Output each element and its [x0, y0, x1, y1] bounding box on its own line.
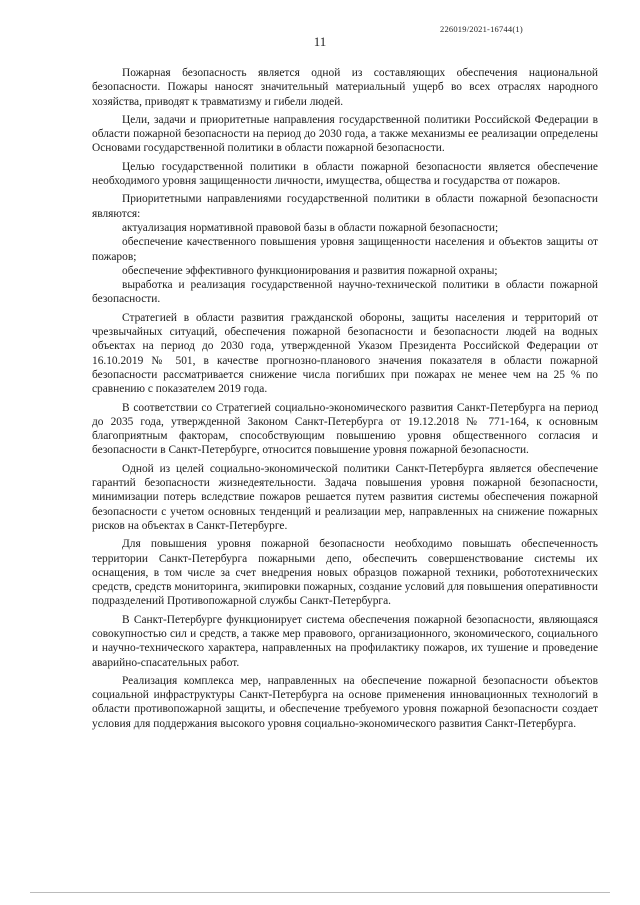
paragraph-state-policy-goals: Цели, задачи и приоритетные направления государственной политики Российской Федерации в области пожарной безопасности на период до 2030 года, а также механизмы ее реализации определены Основами государственной политики в области пожарной безопасности.	[92, 113, 598, 155]
paragraph-social-infrastructure: Реализация комплекса мер, направленных на обеспечение пожарной безопасности объектов социальной инфраструктуры Санкт-Петербурга на основе применения инновационных технологий в области противопожарной защиты, и обеспечение требуемого уровня пожарной безопасности создает условия для поддержания высокого уровня социально-экономического развития Санкт-Петербурга.	[92, 674, 598, 730]
page-number: 11	[313, 34, 327, 49]
list-item-regulatory-update: актуализация нормативной правовой базы в области пожарной безопасности;	[122, 221, 499, 234]
page-bottom-edge	[30, 892, 610, 893]
paragraph-fire-safety-intro: Пожарная безопасность является одной из составляющих обеспечения национальной безопасности. Пожары наносят значительный материальный ущерб во всех отраслях народного хозяйства, приводят к травматизму и гибели людей.	[92, 67, 598, 108]
document-id: 226019/2021-16744(1)	[440, 24, 523, 34]
list-item-protection-level: обеспечение качественного повышения уровня защищенности населения и объектов защиты от пожаров;	[92, 236, 598, 263]
paragraph-fire-safety-system: В Санкт-Петербурге функционирует система обеспечения пожарной безопасности, являющаяся совокупностью сил и средств, а также мер правового, организационного, экономического, социального и научно-технического характера, направленных на профилактику пожаров, их тушение и проведение аварийно-спасательных работ.	[92, 613, 598, 669]
paragraph-fire-depots: Для повышения уровня пожарной безопасности необходимо повышать обеспеченность территории Санкт-Петербурга пожарными депо, обеспечить совершенствование системы их оснащения, в том числе за счет внедрения новых образцов пожарной техники, робототехнических средств, средств мониторинга, экипировки пожарных, создание условий для повышения оперативности подразделений Противопожарной службы Санкт-Петербурга.	[92, 538, 598, 608]
document-body	[92, 66, 598, 735]
paragraph-socioeconomic-strategy: В соответствии со Стратегией социально-экономического развития Санкт-Петербурга на период до 2035 года, утвержденной Законом Санкт-Петербурга от 19.12.2018 № 771-164, к основным благоприятным факторам, способствующим повышению уровня общественного согласия и безопасности в Санкт-Петербурге, относится повышение уровня пожарной безопасности.	[92, 401, 598, 457]
paragraph-policy-aim: Целью государственной политики в области пожарной безопасности является обеспечение необходимого уровня защищенности личности, имущества, общества и государства от пожаров.	[92, 160, 598, 188]
paragraph-civil-defense-strategy: Стратегией в области развития гражданской обороны, защиты населения и территорий от чрезвычайных ситуаций, обеспечения пожарной безопасности и безопасности людей на водных объектах на период до 2030 года, утвержденной Указом Президента Российской Федерации от 16.10.2019 № 501, в качестве прогнозно-планового значения показателя в области пожарной безопасности рассматривается снижение числа погибших при пожарах не менее чем на 25 % по сравнению с показателем 2019 года.	[92, 311, 598, 396]
paragraph-life-safety-goal: Одной из целей социально-экономической политики Санкт-Петербурга является обеспечение гарантий безопасности жизнедеятельности. Задача повышения уровня пожарной безопасности, минимизации потерь вследствие пожаров решается путем развития системы обеспечения пожарной безопасности с учетом основных тенденций и реализации мер, направленных на снижение пожарных рисков на объектах в Санкт-Петербурге.	[92, 462, 598, 532]
list-item-fire-service: обеспечение эффективного функционирования и развития пожарной охраны;	[122, 264, 498, 277]
paragraph-priority-directions: Приоритетными направлениями государственной политики в области пожарной безопасности являются:	[92, 193, 598, 220]
list-item-scientific-policy: выработка и реализация государственной научно-технической политики в области пожарной безопасности.	[92, 279, 598, 306]
